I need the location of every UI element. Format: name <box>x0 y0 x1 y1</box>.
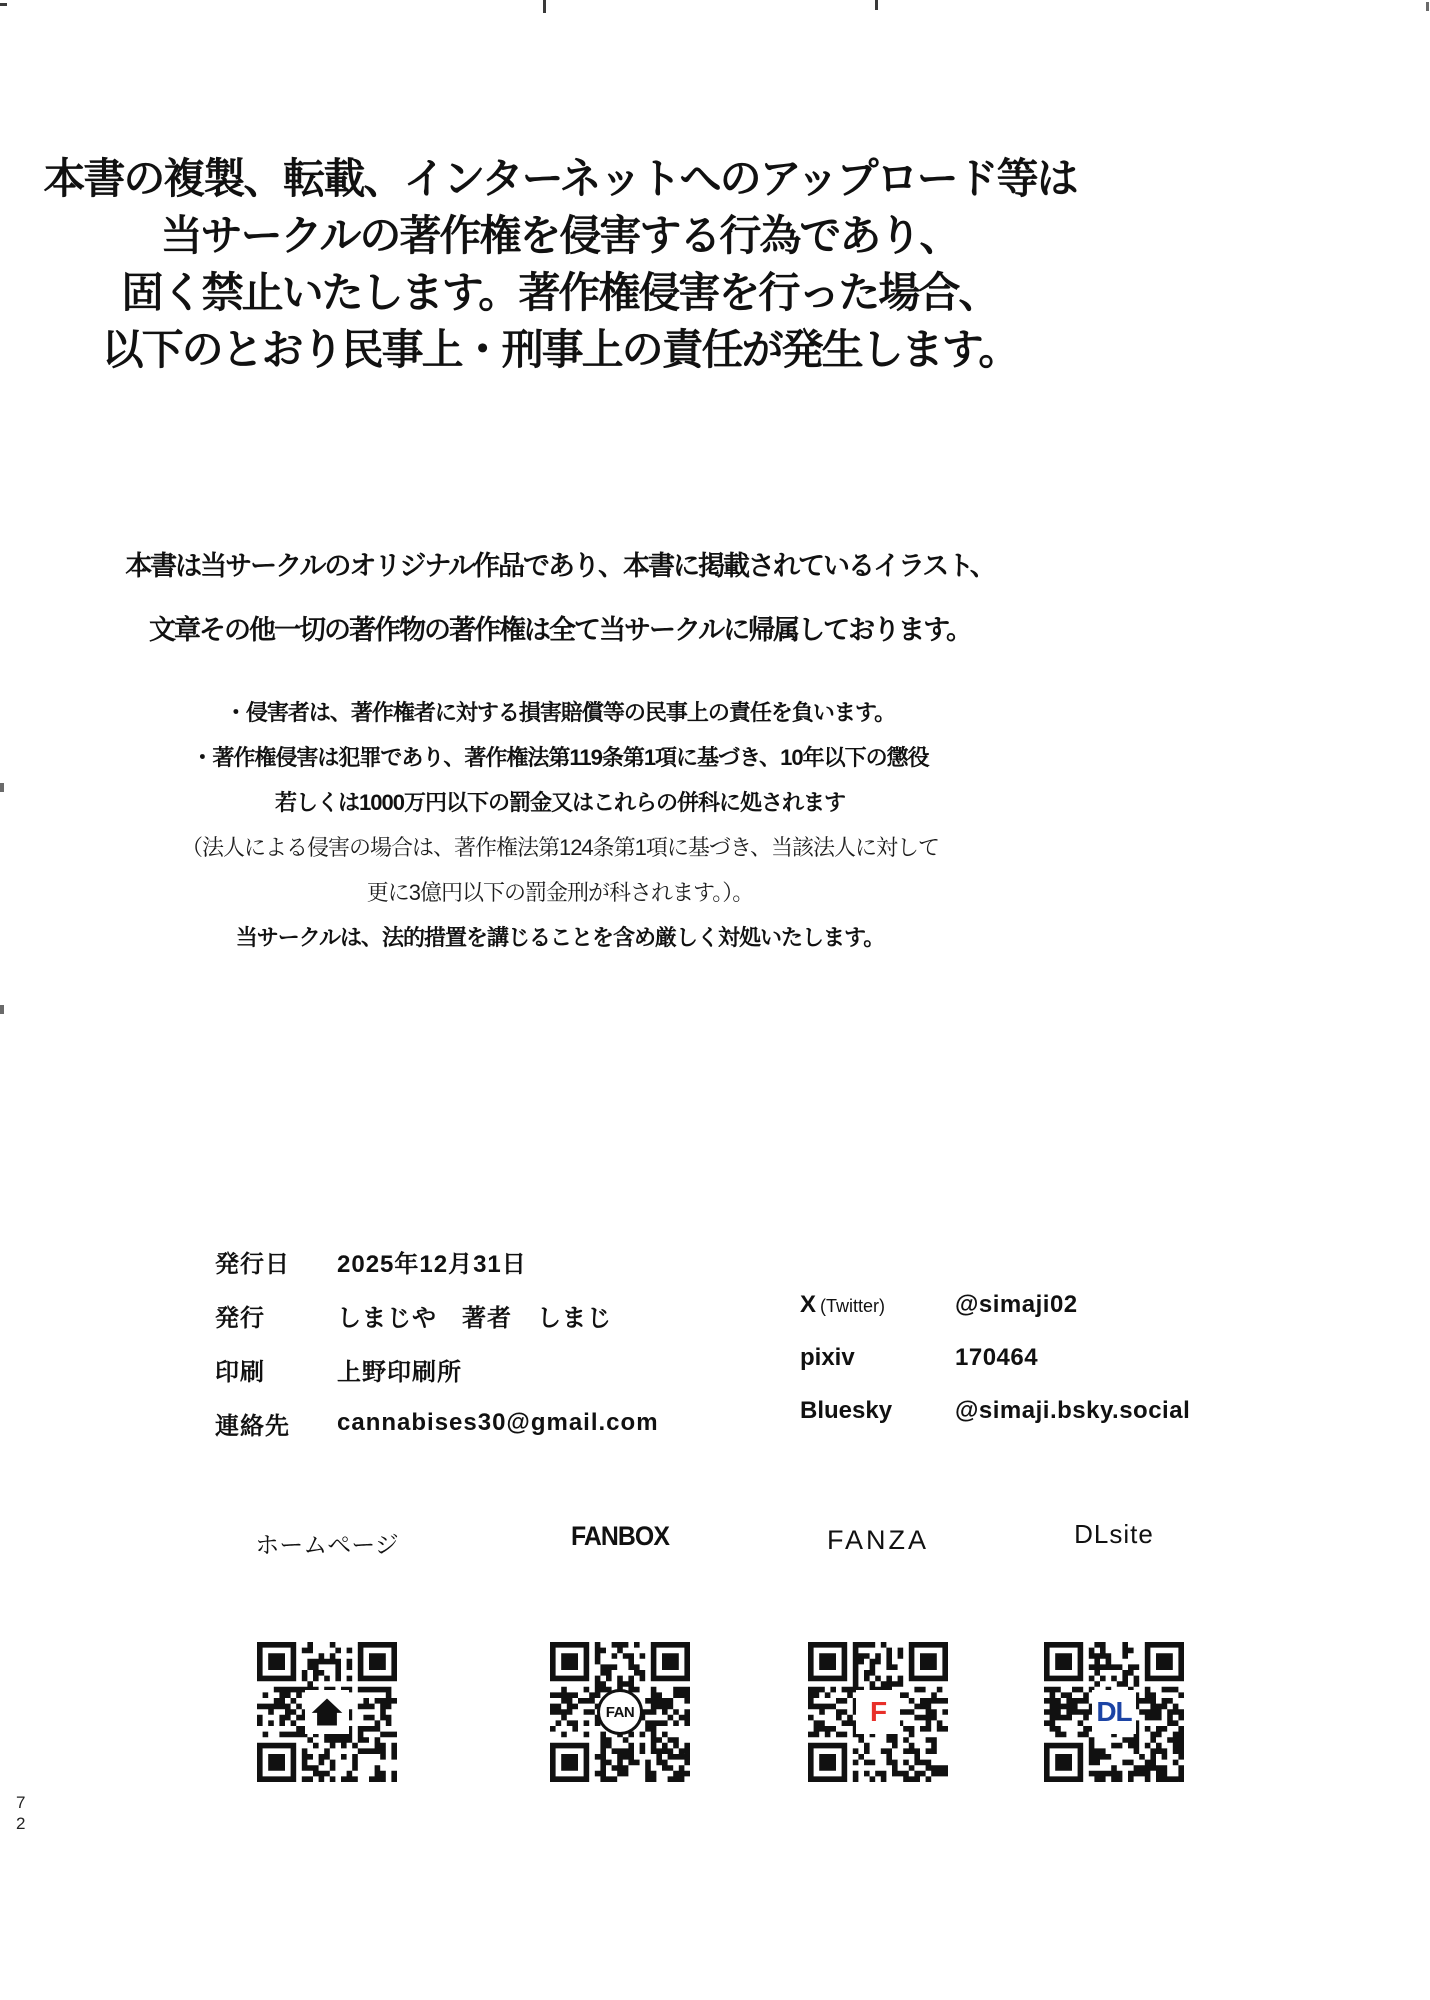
fanza-center-text: F <box>856 1690 900 1734</box>
crop-mark <box>0 1005 4 1014</box>
info-row-contact <box>215 1408 659 1438</box>
warning-line: 以下のとおり民事上・刑事上の責任が発生します。 <box>101 326 1019 373</box>
legal-line: ・著作権侵害は犯罪であり、著作権法第119条第1項に基づき、10年以下の懲役 <box>191 745 929 770</box>
qr-item-dlsite <box>1029 1516 1199 1782</box>
qr-item-fanza <box>793 1516 963 1782</box>
legal-line: 若しくは1000万円以下の罰金又はこれらの併科に処されます <box>275 790 845 815</box>
warning-line: 本書の複製、転載、インターネットへのアップロード等は <box>43 155 1077 202</box>
qr-label-fanza: FANZA <box>826 1525 929 1555</box>
warning-line: 固く禁止いたします。著作権侵害を行った場合、 <box>121 269 999 316</box>
fanbox-center-text: FAN <box>597 1689 643 1735</box>
crop-mark <box>875 0 878 10</box>
warning-line: 当サークルの著作権を侵害する行為であり、 <box>160 212 960 259</box>
social-value: @simaji.bsky.social <box>955 1397 1191 1424</box>
legal-line: （法人による侵害の場合は、著作権法第124条第1項に基づき、当該法人に対して <box>180 835 940 860</box>
qr-item-homepage <box>242 1516 412 1782</box>
social-value: 170464 <box>955 1344 1039 1371</box>
social-links <box>800 1290 1190 1449</box>
qr-label-dlsite: DLsite <box>1074 1519 1154 1549</box>
info-value: しまじや 著者 しまじ <box>337 1304 612 1332</box>
legal-line: ・侵害者は、著作権者に対する損害賠償等の民事上の責任を負います。 <box>224 700 896 725</box>
info-row-publish-date <box>215 1246 659 1276</box>
info-value: 2025年12月31日 <box>337 1250 527 1278</box>
qr-label-homepage: ホームページ <box>255 1532 399 1559</box>
dlsite-qr-code <box>1044 1642 1184 1782</box>
legal-line: 当サークルは、法的措置を講じることを含め厳しく対処いたします。 <box>235 925 885 950</box>
crop-mark <box>1426 2 1429 11</box>
social-label: pixiv <box>800 1344 855 1371</box>
info-row-printer <box>215 1354 659 1384</box>
qr-label-fanbox: FANBOX <box>570 1521 669 1551</box>
social-label: X <box>800 1291 817 1318</box>
crop-mark <box>0 3 7 6</box>
info-label: 発行 <box>215 1304 265 1332</box>
copyright-warning-heading <box>40 150 1080 378</box>
social-row-pixiv <box>800 1343 1190 1373</box>
social-value: @simaji02 <box>955 1291 1078 1318</box>
ownership-statement <box>40 534 1080 662</box>
crop-mark <box>0 783 4 792</box>
home-icon <box>305 1690 349 1734</box>
homepage-qr-code <box>257 1642 397 1782</box>
info-label: 発行日 <box>215 1250 290 1278</box>
info-value: cannabises30@gmail.com <box>337 1409 659 1436</box>
social-row-twitter <box>800 1290 1190 1320</box>
ownership-line: 文章その他一切の著作物の著作権は全て当サークルに帰属しております。 <box>148 615 972 645</box>
ownership-line: 本書は当サークルのオリジナル作品であり、本書に掲載されているイラスト、 <box>125 551 995 581</box>
dlsite-center-text: DL <box>1092 1690 1136 1734</box>
fanza-qr-code <box>808 1642 948 1782</box>
social-label: Bluesky <box>800 1397 893 1424</box>
legal-liability-block <box>40 690 1080 960</box>
legal-line: 更に3億円以下の罰金刑が科されます。）。 <box>366 880 754 905</box>
social-label-note: (Twitter) <box>820 1296 886 1316</box>
qr-item-fanbox <box>535 1516 705 1782</box>
fanbox-qr-code <box>550 1642 690 1782</box>
info-value: 上野印刷所 <box>337 1358 462 1386</box>
info-label: 連絡先 <box>215 1412 290 1440</box>
social-row-bluesky <box>800 1396 1190 1426</box>
crop-mark <box>543 0 546 13</box>
page-number: 72 <box>16 1793 26 1833</box>
info-row-publisher <box>215 1300 659 1330</box>
publication-info <box>215 1246 659 1462</box>
info-label: 印刷 <box>215 1358 265 1386</box>
